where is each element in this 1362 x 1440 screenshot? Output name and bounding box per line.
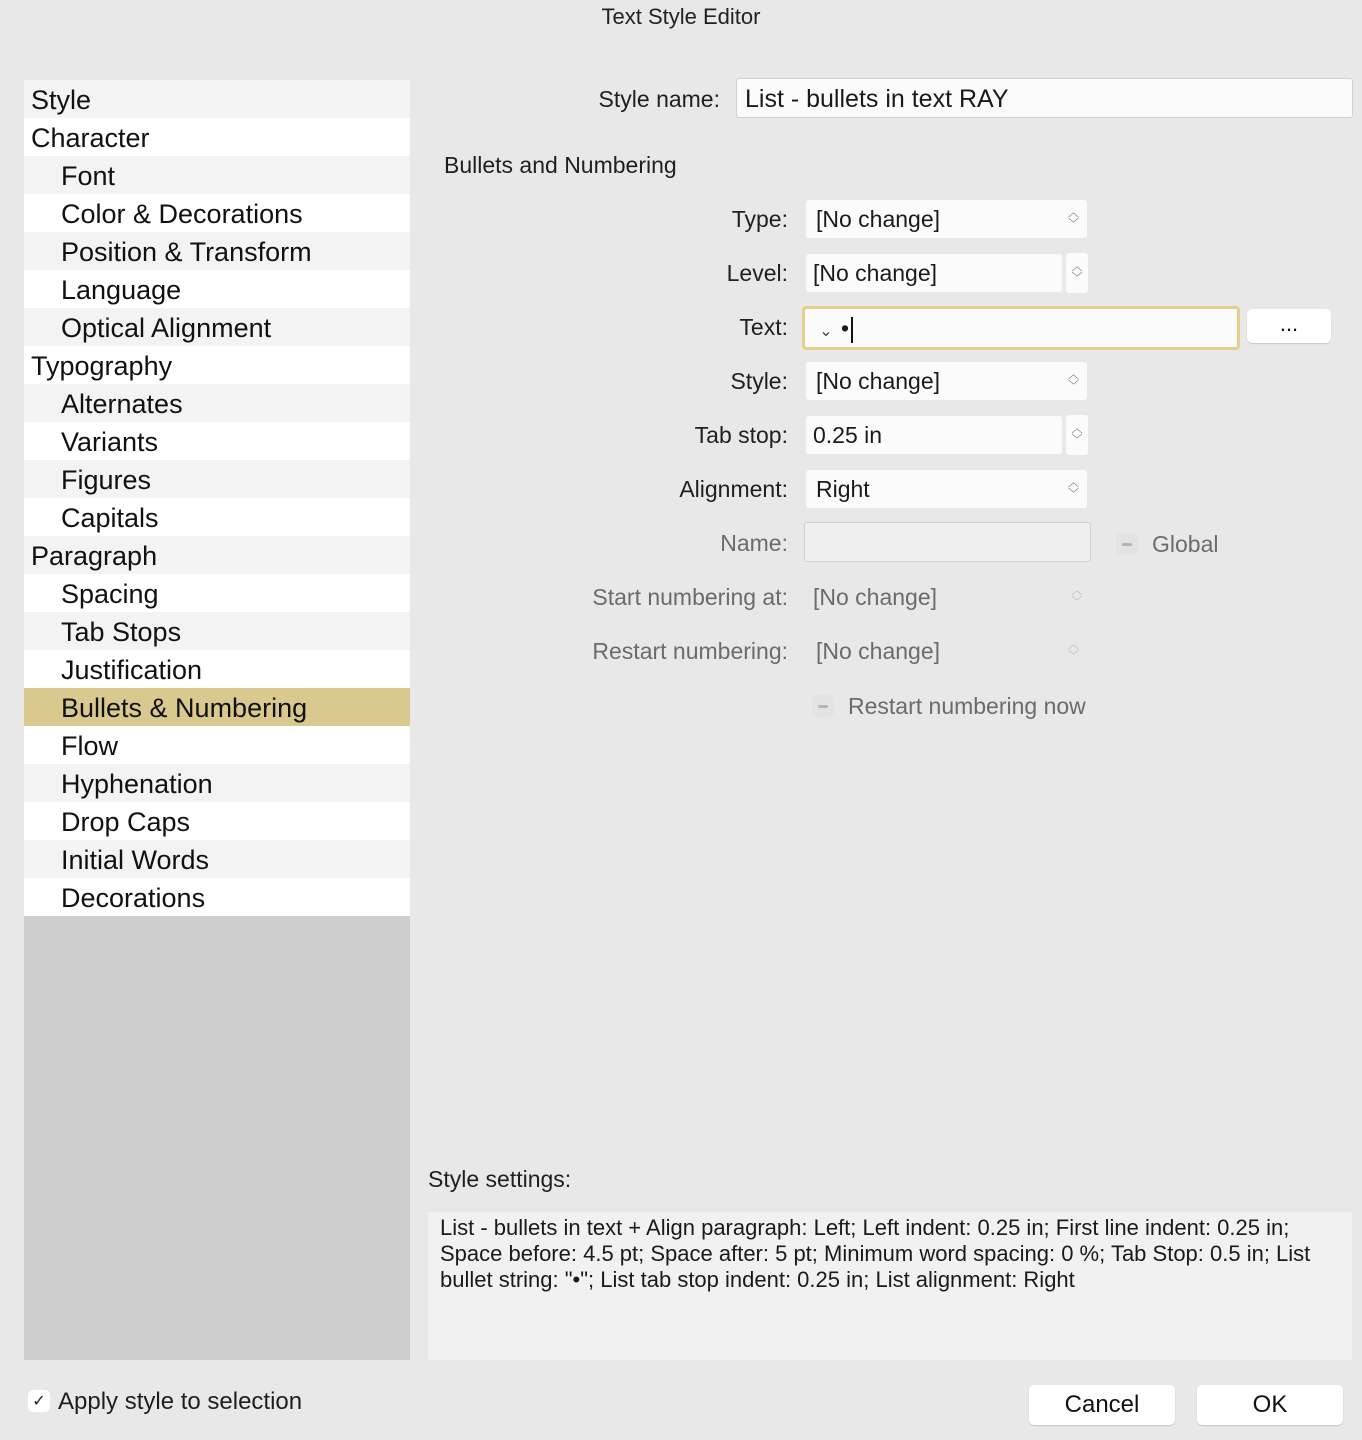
cancel-button[interactable]: Cancel xyxy=(1029,1385,1175,1425)
window-title: Text Style Editor xyxy=(601,4,761,29)
style-name-label: Style name: xyxy=(598,86,720,112)
sidebar-item-capitals[interactable]: Capitals xyxy=(24,498,410,536)
bullet-style-value: [No change] xyxy=(816,368,941,394)
sidebar-item-language[interactable]: Language xyxy=(24,270,410,308)
sidebar-item-style[interactable]: Style xyxy=(24,80,410,118)
restart-numbering-label: Restart numbering: xyxy=(592,638,788,664)
bullet-text-input[interactable] xyxy=(802,306,1240,350)
sidebar-item-decorations[interactable]: Decorations xyxy=(24,878,410,916)
popup-arrows-icon: ︿ ﹀ xyxy=(1068,369,1079,392)
bullet-text-value: • xyxy=(841,315,850,341)
style-settings-label: Style settings: xyxy=(428,1166,572,1192)
sidebar-item-character[interactable]: Character xyxy=(24,118,410,156)
level-stepper[interactable]: ︿ ﹀ xyxy=(1066,253,1088,293)
bullet-style-popup[interactable] xyxy=(806,362,1087,400)
popup-arrows-icon: ︿ ﹀ xyxy=(1068,207,1079,230)
restart-now-checkbox[interactable] xyxy=(812,695,834,717)
text-label: Text: xyxy=(739,314,788,340)
global-label: Global xyxy=(1152,531,1219,557)
bullet-text-more-button[interactable]: ... xyxy=(1247,309,1331,343)
start-numbering-label: Start numbering at: xyxy=(592,584,788,610)
chevron-down-icon[interactable]: ⌄ xyxy=(819,323,833,340)
sidebar-item-drop-caps[interactable]: Drop Caps xyxy=(24,802,410,840)
ok-button[interactable]: OK xyxy=(1197,1385,1343,1425)
style-label: Style: xyxy=(730,368,788,394)
sidebar-item-paragraph[interactable]: Paragraph xyxy=(24,536,410,574)
start-numbering-stepper[interactable]: ︿ ﹀ xyxy=(1071,585,1083,608)
sidebar-item-justification[interactable]: Justification xyxy=(24,650,410,688)
sidebar-item-spacing[interactable]: Spacing xyxy=(24,574,410,612)
sidebar-item-hyphenation[interactable]: Hyphenation xyxy=(24,764,410,802)
type-label: Type: xyxy=(731,206,788,232)
popup-arrows-icon: ︿ ﹀ xyxy=(1068,477,1079,500)
level-input[interactable]: [No change] xyxy=(806,254,1062,292)
restart-now-label: Restart numbering now xyxy=(848,693,1086,719)
category-sidebar xyxy=(24,80,410,1360)
name-label: Name: xyxy=(720,530,788,556)
sidebar-item-bullets-and-numbering[interactable]: Bullets & Numbering xyxy=(24,688,410,726)
tab-stop-stepper[interactable]: ︿ ﹀ xyxy=(1066,415,1088,455)
alignment-label: Alignment: xyxy=(679,476,788,502)
name-input[interactable] xyxy=(804,522,1091,562)
sidebar-item-figures[interactable]: Figures xyxy=(24,460,410,498)
type-value: [No change] xyxy=(816,206,941,232)
apply-style-label: Apply style to selection xyxy=(58,1388,303,1415)
checkmark-icon: ✓ xyxy=(32,1393,46,1410)
restart-numbering-value: [No change] xyxy=(816,638,941,664)
style-name-input[interactable]: List - bullets in text RAY xyxy=(736,78,1353,118)
tab-stop-label: Tab stop: xyxy=(694,422,788,448)
global-checkbox[interactable] xyxy=(1116,533,1138,555)
sidebar-item-position-and-transform[interactable]: Position & Transform xyxy=(24,232,410,270)
alignment-popup[interactable] xyxy=(806,470,1087,508)
sidebar-item-initial-words[interactable]: Initial Words xyxy=(24,840,410,878)
sidebar-item-color-and-decorations[interactable]: Color & Decorations xyxy=(24,194,410,232)
section-title: Bullets and Numbering xyxy=(444,152,677,178)
apply-style-checkbox[interactable] xyxy=(28,1390,50,1412)
text-cursor xyxy=(851,317,853,343)
alignment-value: Right xyxy=(816,476,870,502)
sidebar-item-alternates[interactable]: Alternates xyxy=(24,384,410,422)
sidebar-item-optical-alignment[interactable]: Optical Alignment xyxy=(24,308,410,346)
type-popup[interactable] xyxy=(806,200,1087,238)
restart-numbering-popup[interactable] xyxy=(806,632,1087,670)
style-settings-text: List - bullets in text + Align paragraph: Left; Left indent: 0.25 in; First line indent: 0.25 in; Space before: 4.5 pt; Space after: 5 pt; Minimum word spacing: 0 %; Tab Stop: 0.5 in; List bullet string: "•"; List tab stop indent: 0.25 in; List alignment: Right xyxy=(428,1212,1352,1360)
sidebar-item-typography[interactable]: Typography xyxy=(24,346,410,384)
start-numbering-input[interactable]: [No change] xyxy=(813,584,938,610)
level-label: Level: xyxy=(726,260,788,286)
sidebar-item-font[interactable]: Font xyxy=(24,156,410,194)
sidebar-item-variants[interactable]: Variants xyxy=(24,422,410,460)
sidebar-item-flow[interactable]: Flow xyxy=(24,726,410,764)
sidebar-item-tab-stops[interactable]: Tab Stops xyxy=(24,612,410,650)
tab-stop-input[interactable]: 0.25 in xyxy=(806,416,1062,454)
popup-arrows-icon: ︿ ﹀ xyxy=(1068,639,1079,662)
